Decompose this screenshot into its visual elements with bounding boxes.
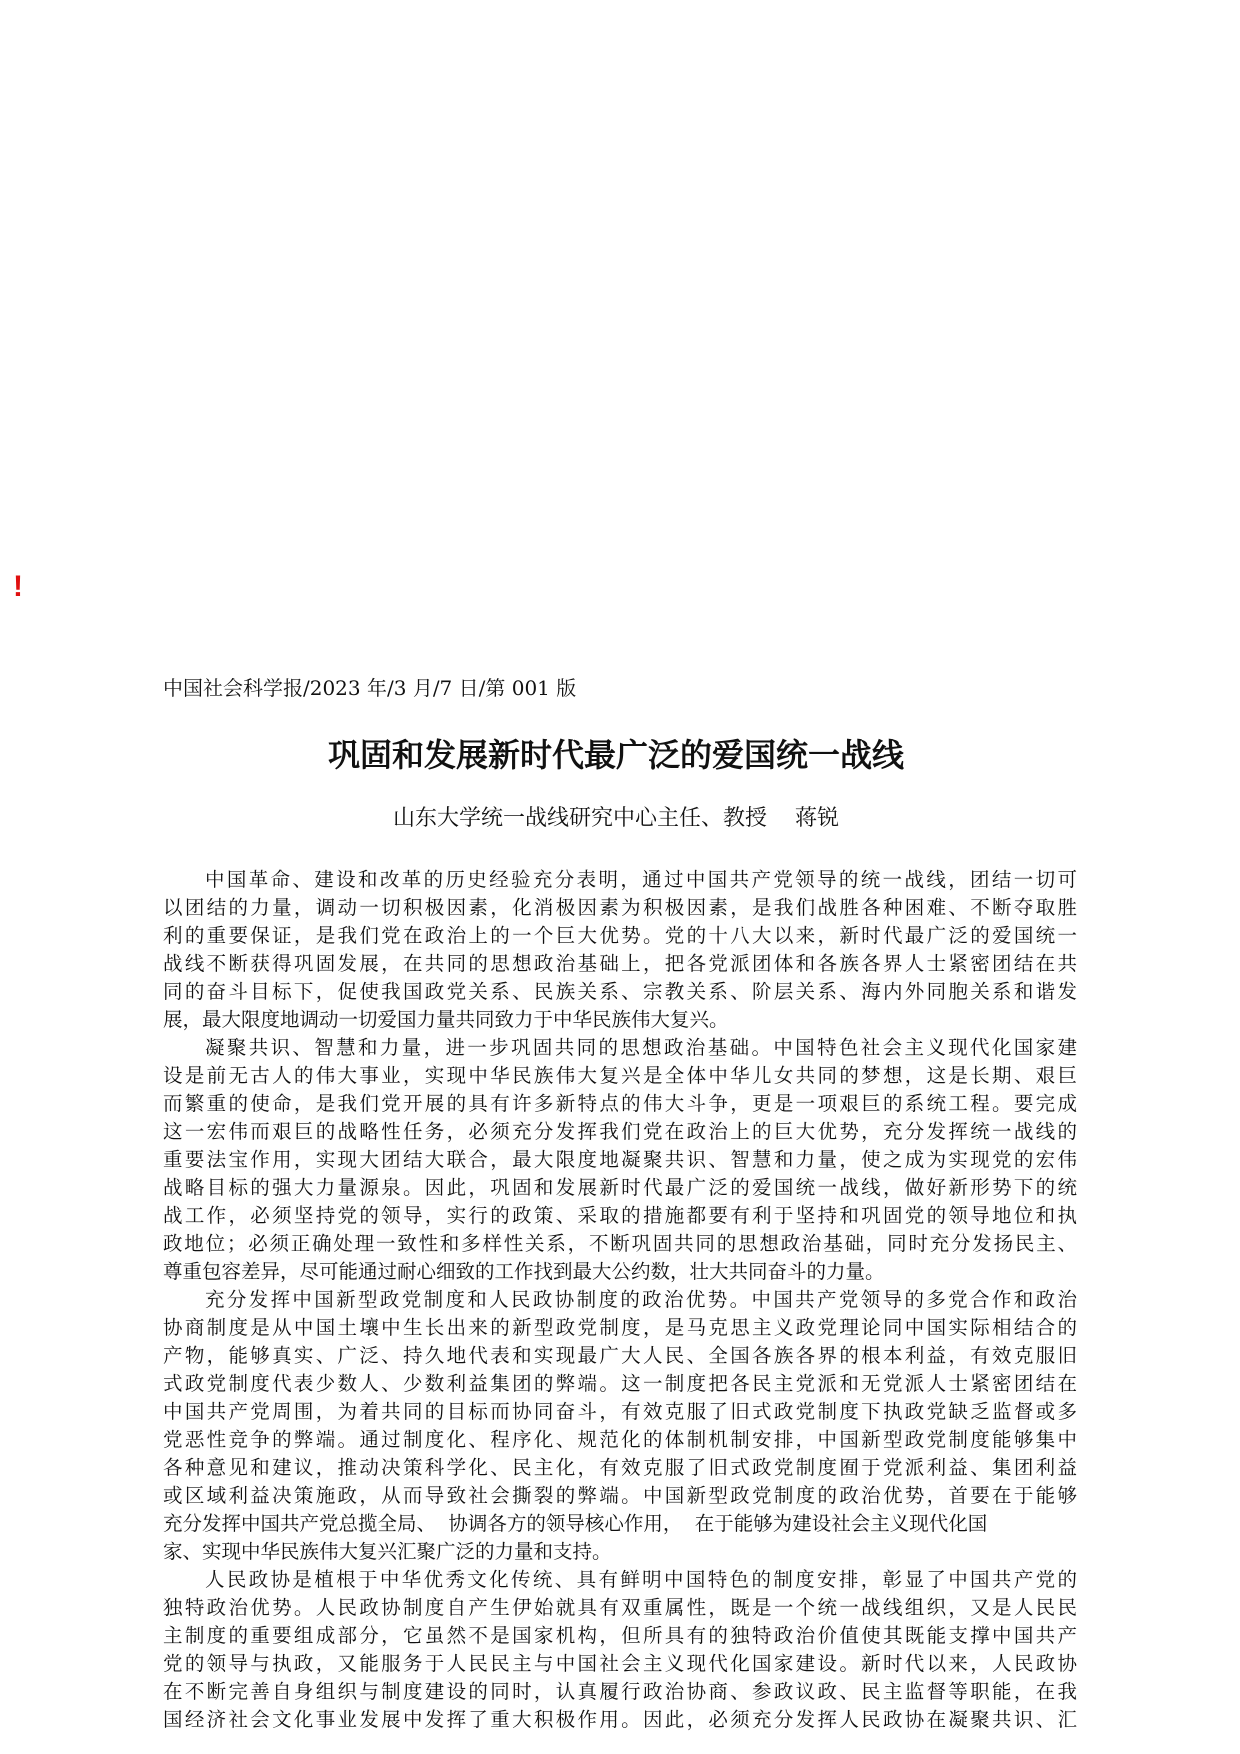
text-line: 主制度的重要组成部分，它虽然不是国家机构，但所具有的独特政治价值使其既能支撑中国共产	[163, 1624, 1077, 1647]
text-line: 中国革命、建设和改革的历史经验充分表明，通过中国共产党领导的统一战线，团结一切可	[205, 868, 1077, 891]
text-line: 战工作，必须坚持党的领导，实行的政策、采取的措施都要有利于坚持和巩固党的领导地位和执	[163, 1204, 1077, 1227]
paragraph-4	[163, 1566, 1077, 1734]
text-line: 国经济社会文化事业发展中发挥了重大积极作用。因此，必须充分发挥人民政协在凝聚共识、汇	[163, 1708, 1077, 1731]
text-line: 设是前无古人的伟大事业，实现中华民族伟大复兴是全体中华儿女共同的梦想，这是长期、艰巨	[163, 1064, 1077, 1087]
text-line: 以团结的力量，调动一切积极因素，化消极因素为积极因素，是我们战胜各种困难、不断夺取胜	[163, 896, 1077, 919]
text-line: 人民政协是植根于中华优秀文化传统、具有鲜明中国特色的制度安排，彰显了中国共产党的	[205, 1568, 1077, 1591]
text-line: 充分发挥中国共产党总揽全局、 协调各方的领导核心作用， 在于能够为建设社会主义现代化国	[163, 1512, 988, 1535]
text-line: 重要法宝作用，实现大团结大联合，最大限度地凝聚共识、智慧和力量，使之成为实现党的宏伟	[163, 1148, 1077, 1171]
text-line: 战线不断获得巩固发展，在共同的思想政治基础上，把各党派团体和各族各界人士紧密团结在共	[163, 952, 1077, 975]
text-line: 尊重包容差异，尽可能通过耐心细致的工作找到最大公约数，壮大共同奋斗的力量。	[163, 1260, 885, 1283]
text-line: 式政党制度代表少数人、少数利益集团的弊端。这一制度把各民主党派和无党派人士紧密团结在	[163, 1372, 1077, 1395]
text-line: 各种意见和建议，推动决策科学化、民主化，有效克服了旧式政党制度囿于党派利益、集团利益	[163, 1456, 1077, 1479]
text-line: 党恶性竞争的弊端。通过制度化、程序化、规范化的体制机制安排，中国新型政党制度能够集中	[163, 1428, 1077, 1451]
text-line: 政地位；必须正确处理一致性和多样性关系，不断巩固共同的思想政治基础，同时充分发扬民主、	[163, 1232, 1077, 1255]
text-line: 这一宏伟而艰巨的战略性任务，必须充分发挥我们党在政治上的巨大优势，充分发挥统一战线的	[163, 1120, 1077, 1143]
text-line: 充分发挥中国新型政党制度和人民政协制度的政治优势。中国共产党领导的多党合作和政治	[205, 1288, 1077, 1311]
paragraph-2	[163, 1034, 1077, 1286]
text-line: 同的奋斗目标下，促使我国政党关系、民族关系、宗教关系、阶层关系、海内外同胞关系和谐发	[163, 980, 1077, 1003]
text-line: 协商制度是从中国土壤中生长出来的新型政党制度，是马克思主义政党理论同中国实际相结合的	[163, 1316, 1077, 1339]
red-exclamation-mark: !	[13, 570, 23, 603]
text-line: 战略目标的强大力量源泉。因此，巩固和发展新时代最广泛的爱国统一战线，做好新形势下的统	[163, 1176, 1077, 1199]
author-line: 山东大学统一战线研究中心主任、教授 蒋锐	[393, 806, 839, 831]
paragraph-1	[163, 866, 1077, 1034]
article-title: 巩固和发展新时代最广泛的爱国统一战线	[327, 736, 904, 774]
text-line: 或区域利益决策施政，从而导致社会撕裂的弊端。中国新型政党制度的政治优势，首要在于能够	[163, 1484, 1077, 1507]
article-body	[163, 866, 1077, 1734]
text-line: 展，最大限度地调动一切爱国力量共同致力于中华民族伟大复兴。	[163, 1008, 729, 1031]
source-line: 中国社会科学报/2023 年/3 月/7 日/第 001 版	[163, 676, 577, 700]
text-line: 党的领导与执政，又能服务于人民民主与中国社会主义现代化国家建设。新时代以来，人民政协	[163, 1652, 1077, 1675]
text-line: 家、实现中华民族伟大复兴汇聚广泛的力量和支持。	[163, 1540, 612, 1563]
text-line: 而繁重的使命，是我们党开展的具有许多新特点的伟大斗争，更是一项艰巨的系统工程。要完成	[163, 1092, 1077, 1115]
text-line: 利的重要保证，是我们党在政治上的一个巨大优势。党的十八大以来，新时代最广泛的爱国统一	[163, 924, 1077, 947]
paragraph-3	[163, 1286, 1077, 1566]
text-line: 在不断完善自身组织与制度建设的同时，认真履行政治协商、参政议政、民主监督等职能，在我	[163, 1680, 1077, 1703]
text-line: 凝聚共识、智慧和力量，进一步巩固共同的思想政治基础。中国特色社会主义现代化国家建	[205, 1036, 1077, 1059]
text-line: 独特政治优势。人民政协制度自产生伊始就具有双重属性，既是一个统一战线组织，又是人民民	[163, 1596, 1077, 1619]
text-line: 中国共产党周围，为着共同的目标而协同奋斗，有效克服了旧式政党制度下执政党缺乏监督或多	[163, 1400, 1077, 1423]
text-line: 产物，能够真实、广泛、持久地代表和实现最广大人民、全国各族各界的根本利益，有效克服旧	[163, 1344, 1077, 1367]
